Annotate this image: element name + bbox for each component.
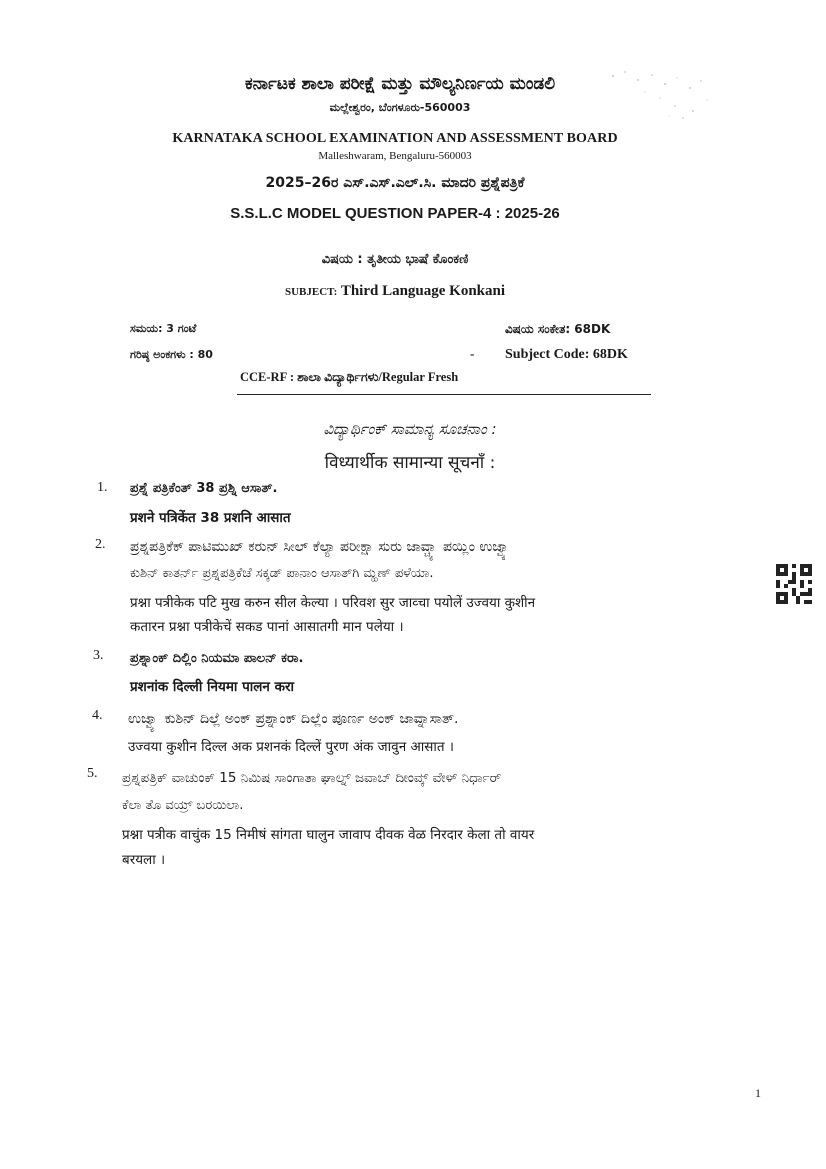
paper-title-kannada: 2025–26ರ ಎಸ್.ಎಸ್.ಎಲ್.ಸಿ. ಮಾದರಿ ಪ್ರಶ್ನೆಪತ್ರಿಕೆ [265,175,525,191]
item-4-kannada: ಉಜ್ವ್ಯಾ ಕುಶಿನ್ ದಿಲ್ಲೆ ಅಂಕ್ ಪ್ರಶ್ನಾಂಕ್ ದಿಲ್ಲೆಂ ಪೂರ್ಣ ಅಂಕ್ ಜಾವ್ನಾಸಾತ್. [128,711,459,727]
item-4-devanagari: उज्वया कुशीन दिल्ल अक प्रशनकं दिल्लें पुरण अंक जावुन आसात । [128,739,454,755]
item-number: 5. [87,766,98,781]
time-kannada: ಸಮಯ: 3 ಗಂಟೆ [130,322,197,335]
item-1-devanagari: प्रशने पत्रिकेंत 38 प्रशनि आसात [130,510,291,526]
item-1-kannada: ಪ್ರಶ್ನೆ ಪತ್ರಿಕೆಂತ್ 38 ಪ್ರಶ್ನಿ ಆಸಾತ್. [130,481,278,496]
item-number: 1. [97,480,108,495]
item-5-devanagari-line-2: बरयला । [122,852,166,868]
header-divider [237,394,651,395]
qr-code-icon [776,564,812,604]
item-5-devanagari-line-1: प्रश्ना पत्रीक वाचुंक 15 निमीषं सांगता घालुन जावाप दीवक वेळ निरदार केला तो वायर [122,827,535,843]
board-name-english: KARNATAKA SCHOOL EXAMINATION AND ASSESSMENT BOARD [172,131,618,146]
item-number: 4. [92,708,103,723]
subject-label: SUBJECT: [284,286,338,298]
cce-category: CCE-RF : ಶಾಲಾ ವಿದ್ಯಾರ್ಥಿಗಳು/Regular Fresh [240,370,459,384]
item-5-kannada-line-2: ಕೆಲಾ ತೊ ವಯ್ರ್ ಬರಯಿಲಾ. [122,798,244,813]
paper-title-english: S.S.L.C MODEL QUESTION PAPER-4 : 2025-26 [230,205,560,222]
instructions-heading-kannada: ವಿದ್ಯಾರ್ಥಿಂಕ್ ಸಾಮಾನ್ಯ ಸೂಚನಾಂ : [323,420,497,438]
item-3-devanagari: प्रशनांक दिल्ली नियमा पालन करा [130,679,295,695]
subject-value: Third Language Konkani [340,283,506,299]
dash-mark: - [470,346,475,361]
subject-code-english: Subject Code: 68DK [505,347,628,362]
subject-english [100,283,690,300]
subject-kannada: ವಿಷಯ : ತೃತೀಯ ಭಾಷೆ ಕೊಂಕಣಿ [321,252,469,267]
subject-code-kannada: ವಿಷಯ ಸಂಕೇತ: 68DK [505,322,611,336]
item-2-kannada-line-1: ಪ್ರಶ್ನಪತ್ರಿಕೆಕ್ ಪಾಟಿಮುಖ್ ಕರುನ್ ಸೀಲ್ ಕೆಲ್ಯಾ ಪರೀಕ್ಷಾ ಸುರು ಜಾವ್ಚ್ಯಾ ಪಯ್ಲಿಂ ಉಜ್ವ್ಯಾ [130,539,512,555]
item-2-devanagari-line-2: कतारन प्रश्ना पत्रीकेचें सकड पानां आसातगी मान पलेया । [130,619,404,635]
max-marks-kannada: ಗರಿಷ್ಠ ಅಂಕಗಳು : 80 [130,348,213,361]
item-number: 2. [95,537,106,552]
item-5-kannada-line-1: ಪ್ರಶ್ನಪತ್ರಿಕ್ ವಾಚುಂಕ್ 15 ನಿಮಿಷ ಸಾಂಗಾತಾ ಘಾಲ್ನ್ ಜವಾಬ್ ದೀಂವ್ಕ್ ವೇಳ್ ನಿರ್ಧಾರ್ [122,770,502,786]
page-number: 1 [755,1086,761,1100]
instructions-heading-devanagari: विध्यार्थीक सामान्या सूचनाँ : [324,453,496,473]
board-name-kannada: ಕರ್ನಾಟಕ ಶಾಲಾ ಪರೀಕ್ಷೆ ಮತ್ತು ಮೌಲ್ಯನಿರ್ಣಯ ಮಂಡಲಿ [244,74,556,94]
item-2-kannada-line-2: ಕುಶಿನ್ ಕಾತರ್ನ್ ಪ್ರಶ್ನಪತ್ರಿಕೆಚೆ ಸಕ್ಕಡ್ ಪಾನಾಂ ಆಸಾತ್‌ಗಿ ಮ್ಹಣ್ ಪಳೆಯಾ. [130,566,434,581]
item-3-kannada: ಪ್ರಶ್ನಾಂಕ್ ದಿಲ್ಲಿಂ ನಿಯಮಾ ಪಾಲನ್ ಕರಾ. [130,651,304,666]
board-address-english: Malleshwaram, Bengaluru-560003 [318,150,472,162]
board-address-kannada: ಮಲ್ಲೇಶ್ವರಂ, ಬೆಂಗಳೂರು-560003 [329,101,471,114]
item-number: 3. [93,648,104,663]
item-2-devanagari-line-1: प्रश्ना पत्रीकेक पटि मुख करुन सील केल्या । परिवश सुर जाव्चा पयोलें उज्वया कुशीन [130,595,536,611]
